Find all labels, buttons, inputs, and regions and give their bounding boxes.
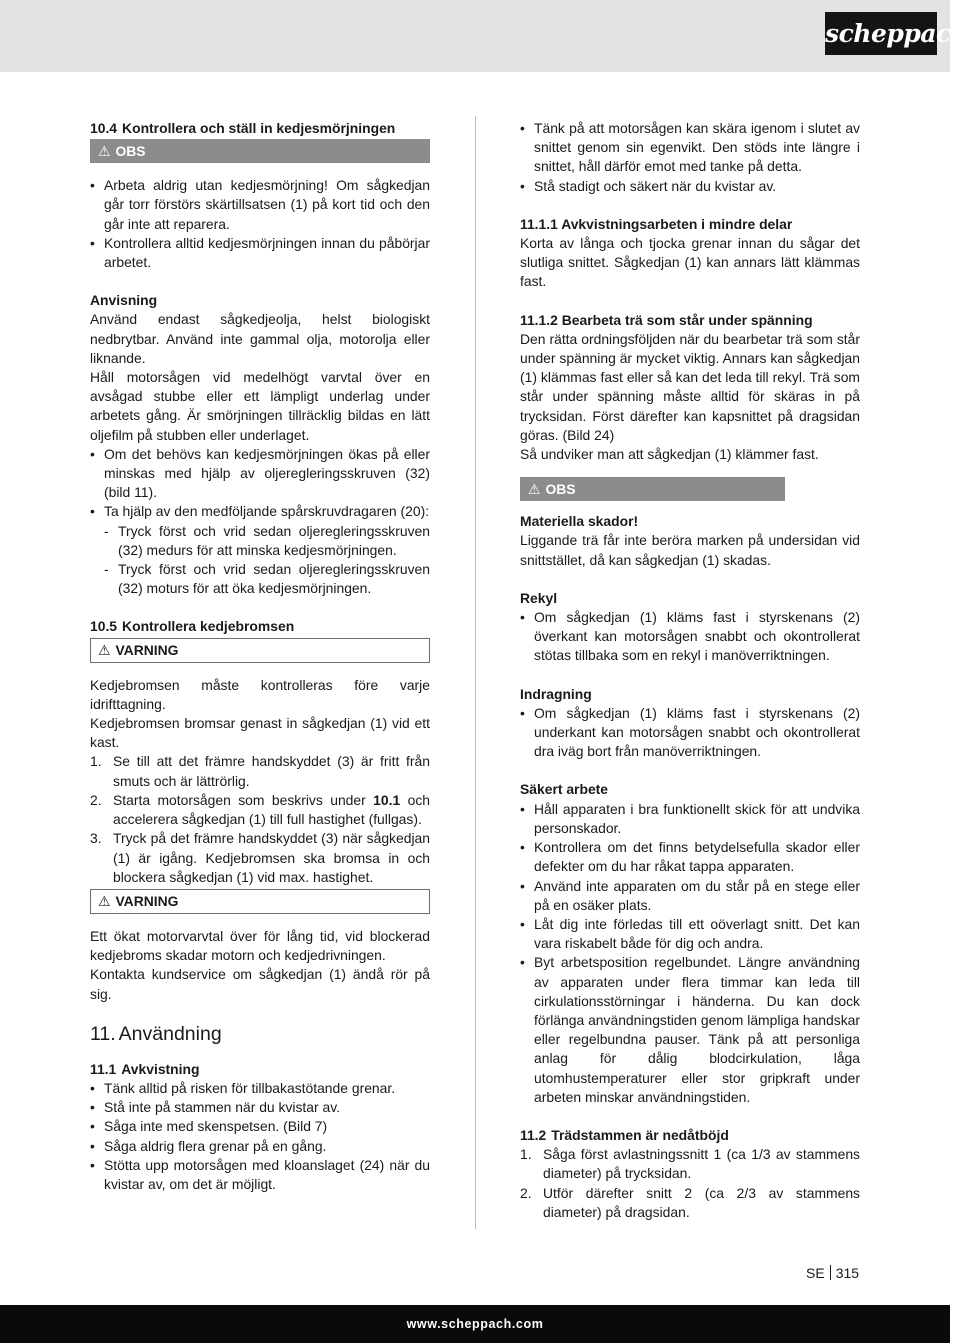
obs-notice: ⚠ OBS (520, 477, 785, 501)
list-item: • Om det behövs kan kedjesmörjningen ökas på eller minskas med hjälp av oljeregleringsskruven (32) (bild 11). (90, 445, 430, 503)
warning-notice: ⚠ VARNING (90, 638, 430, 663)
paragraph: Använd endast sågkedjeolja, helst biologiskt nedbrytbar. Använd inte gammal olja, motorolja eller liknande. (90, 311, 430, 366)
section-reference: 10.1 (373, 791, 401, 808)
section-heading-10-5: 10.5 Kontrollera kedjebromsen (90, 618, 295, 635)
list-item: • Såga aldrig flera grenar på en gång. (90, 1137, 430, 1156)
list-item: • Tänk alltid på risken för tillbakastötande grenar. (90, 1079, 430, 1098)
paragraph: Så undviker man att sågkedjan (1) klämmer fast. (520, 446, 819, 463)
list-item: 2. Utför därefter snitt 2 (ca 2/3 av stammens diameter) på dragsidan. (520, 1184, 860, 1220)
bullet-list (90, 1079, 430, 1194)
list-item: • Håll apparaten i bra funktionellt skick för att undvika personskador. (520, 800, 860, 838)
indragning-heading: Indragning (520, 685, 592, 702)
column-divider (475, 116, 476, 1229)
list-item: 3. Tryck på det främre handskyddet (3) när sågkedjan (1) är igång. Kedjebromsen ska bromsa in och blockera sågkedjan (1) vid max. hastighet. (90, 830, 430, 885)
sakert-arbete-heading: Säkert arbete (520, 781, 609, 798)
list-item: 1. Se till att det främre handskyddet (3) är fritt från smuts och är lättrörlig. (90, 753, 430, 789)
list-item: 1. Såga först avlastningssnitt 1 (ca 1/3 av stammens diameter) på trycksidan. (520, 1146, 860, 1182)
list-item: • Tänk på att motorsågen kan skära igenom i slutet av snittet genom sin egenvikt. Den stöds inte längre i snittet, håll därför emot med tanke på detta. (520, 119, 860, 177)
section-heading-11-1-1: 11.1.1 Avkvistningsarbeten i mindre delar (520, 215, 793, 232)
numbered-list (90, 752, 430, 886)
paragraph: Kedjebromsen bromsar genast in sågkedjan (1) vid ett kast. (90, 715, 430, 751)
section-heading-11-2: 11.2 Trädstammen är nedåtböjd (520, 1126, 729, 1143)
paragraph: Håll motorsågen vid medelhögt varvtal över en avsågad stubbe eller ett lämpligt underlag under arbetets gång. Är smörjningen tillräcklig bildas en lätt oljefilm på stubben eller underlaget. (90, 369, 430, 443)
list-item: 2. Starta motorsågen som beskrivs under 10.1 och accelerera sågkedjan (1) till full hastighet (fullgas). (90, 791, 431, 828)
list-item: • Byt arbetsposition regelbundet. Längre användning av apparaten under flera timmar kan leda till cirkulationsstörningar i händerna. Du kan dock förlänga användningstiden genom lämpliga handskar eller regelbundna pauser. Tänk på att personliga anlag för dålig blodcirkulation, låga utomhustemperaturer eller stor gripkraft under arbeten minskar användningstiden. (520, 953, 860, 1107)
list-item: • Stå stadigt och säkert när du kvistar av. (520, 177, 860, 196)
list-item: • Såga inte med skenspetsen. (Bild 7) (90, 1117, 430, 1136)
footer-bar (0, 1305, 950, 1343)
footer-url[interactable]: www.scheppach.com (406, 1317, 544, 1331)
list-item: • Arbeta aldrig utan kedjesmörjning! Om sågkedjan går torr förstörs skärtillsatsen (1) på kort tid och den går inte att reparera. (90, 176, 430, 234)
warning-triangle-icon: ⚠ (528, 481, 541, 498)
list-item: • Om sågkedjan (1) kläms fast i styrskenans (2) överkant kan motorsågen snabbt och okontrollerat stötas tillbaka som en rekyl i manöverriktningen. (520, 608, 860, 666)
paragraph: Liggande trä får inte beröra marken på undersidan vid snittstället, då kan sågkedjan (1) skadas. (520, 532, 860, 568)
list-item: • Stötta upp motorsågen med kloanslaget (24) när du kvistar av, om det är möjligt. (90, 1156, 430, 1194)
list-item: • Använd inte apparaten om du står på en stege eller på en osäker plats. (520, 877, 860, 915)
dash-list (90, 522, 430, 599)
warning-triangle-icon: ⚠ (98, 641, 111, 658)
right-column (520, 119, 860, 1222)
list-item: • Om sågkedjan (1) kläms fast i styrskenans (2) underkant kan motorsågen snabbt och okontrollerat dra iväg bort från manöverriktningen. (520, 704, 860, 762)
list-item: • Ta hjälp av den medföljande spårskruvdragaren (20): (90, 502, 430, 521)
bullet-list (90, 445, 430, 522)
bullet-list (520, 608, 860, 666)
list-item: - Tryck först och vrid sedan oljeregleringsskruven (32) moturs för att öka kedjesmörjningen. (90, 560, 430, 598)
chapter-heading-11: 11. Användning (90, 1022, 222, 1045)
left-column (90, 119, 430, 1194)
list-item: - Tryck först och vrid sedan oljeregleringsskruven (32) medurs för att minska kedjesmörjningen. (90, 522, 430, 560)
rekyl-heading: Rekyl (520, 589, 558, 606)
bullet-list (520, 800, 860, 1107)
paragraph: Den rätta ordningsföljden när du bearbetar trä som står under spänning är mycket viktig. Annars kan sågkedjan (1) klämmas fast eller så kan det leda till rekyl. Trä som står under spänning måste alltid för skäras in på trycksidan. Först därefter kan kapsnittet på dragsidan göras. (Bild 24) (520, 330, 860, 443)
paragraph: Kontakta kundservice om sågkedjan (1) ändå rör på sig. (90, 966, 430, 1002)
bullet-list (520, 704, 860, 762)
list-item: • Låt dig inte förledas till ett oöverlagt snitt. Det kan vara riskabelt både för dig och andra. (520, 915, 860, 953)
bullet-list (520, 119, 860, 196)
top-bar (0, 0, 950, 72)
page-number-separator (830, 1265, 831, 1280)
warning-triangle-icon: ⚠ (98, 143, 111, 160)
list-item: • Kontrollera om det finns betydelsefulla skador eller defekter om du har råkat tappa apparaten. (520, 838, 860, 876)
obs-notice: ⚠ OBS (90, 139, 430, 163)
warning-triangle-icon: ⚠ (98, 892, 111, 909)
section-heading-10-4: 10.4 Kontrollera och ställ in kedjesmörjningen (90, 120, 396, 136)
list-item: • Stå inte på stammen när du kvistar av. (90, 1098, 430, 1117)
anvisning-heading: Anvisning (90, 292, 158, 309)
paragraph: Korta av långa och tjocka grenar innan du sågar det slutliga snittet. Sågkedjan (1) kan annars lätt klämmas fast. (520, 235, 860, 290)
warning-notice: ⚠ VARNING (90, 889, 430, 914)
brand-logo: scheppach (825, 12, 937, 55)
page-number: SE 315 (806, 1265, 860, 1281)
section-heading-11-1-2: 11.1.2 Bearbeta trä som står under spänning (520, 311, 813, 328)
numbered-list (520, 1145, 860, 1222)
bullet-list (90, 176, 430, 272)
materiella-heading: Materiella skador! (520, 513, 639, 530)
section-heading-11-1: 11.1 Avkvistning (90, 1060, 200, 1077)
paragraph: Ett ökat motorvarvtal över för lång tid, vid blockerad kedjebroms skadar motorn och kedjedrivningen. (90, 927, 430, 964)
list-item: • Kontrollera alltid kedjesmörjningen innan du påbörjar arbetet. (90, 234, 430, 272)
paragraph: Kedjebromsen måste kontrolleras före varje idrifttagning. (90, 676, 430, 712)
